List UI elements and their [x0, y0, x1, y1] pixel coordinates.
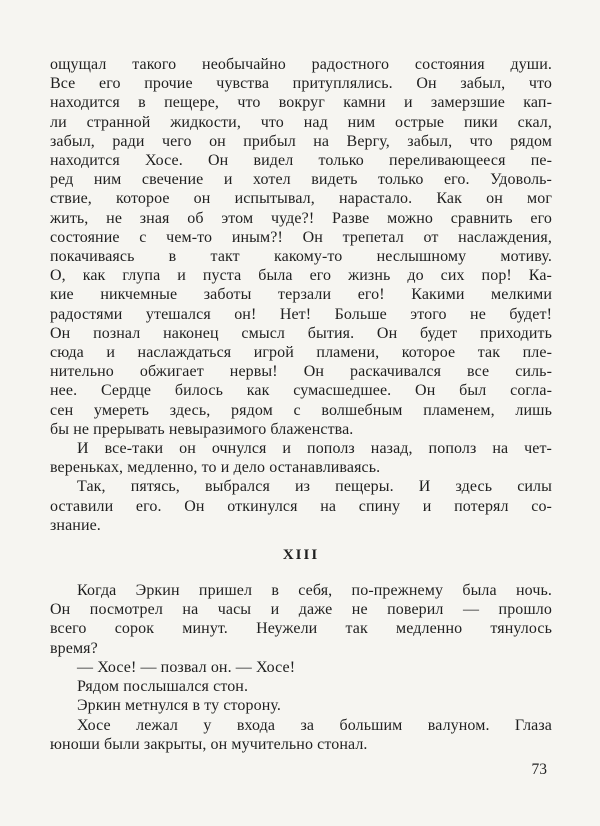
text-line: ствие, которое он испытывал, нарастало. Как он мог: [50, 190, 552, 208]
text-line: радостями утешался он! Нет! Больше этого не будет!: [50, 305, 552, 323]
text-line: И все-таки он очнулся и пополз назад, пополз на чет-: [77, 440, 552, 458]
text-line: Он посмотрел на часы и даже не поверил — прошло: [50, 601, 552, 619]
text-line: оставили его. Он откинулся на спину и потерял со-: [50, 497, 552, 515]
prose-section-chapter-13: [50, 581, 552, 754]
paragraph: [50, 439, 552, 477]
text-line: состояние с чем-то иным?! Он трепетал от наслаждения,: [50, 228, 552, 246]
text-line: кие никчемные заботы терзали его! Какими мелкими: [50, 286, 552, 304]
text-line: Когда Эркин пришел в себя, по-прежнему была ночь.: [77, 582, 552, 600]
text-line: Все его прочие чувства притуплялись. Он забыл, что: [50, 75, 552, 93]
text-line: Хосе лежал у входа за большим валуном. Глаза: [77, 716, 552, 734]
text-line: юноши были закрыты, он мучительно стонал.: [50, 735, 368, 753]
text-line: находится в пещере, что вокруг камни и замерзшие кап-: [50, 94, 552, 112]
text-line: сен умереть здесь, рядом с волшебным пламенем, лишь: [50, 401, 552, 419]
paragraph: [50, 55, 552, 439]
paragraph: [50, 716, 552, 754]
text-line: сюда и наслаждаться игрой пламени, которое так пле-: [50, 344, 552, 362]
text-line: жить, не зная об этом чуде?! Разве можно сравнить его: [50, 209, 552, 227]
text-line: — Хосе! — позвал он. — Хосе!: [77, 658, 296, 676]
text-line: Рядом послышался стон.: [77, 678, 249, 696]
paragraph: [50, 658, 552, 677]
text-line: ред ним свечение и хотел видеть только его. Удоволь-: [50, 171, 552, 189]
text-line: вереньках, медленно, то и дело останавливаясь.: [50, 459, 381, 477]
page-body: [50, 55, 552, 754]
text-line: находится Хосе. Он видел только переливающееся пе-: [50, 152, 552, 170]
page-number: 73: [531, 761, 547, 778]
text-line: знание.: [50, 516, 101, 534]
text-line: нее. Сердце билось как сумасшедшее. Он был согла-: [50, 382, 552, 400]
paragraph: [50, 677, 552, 696]
text-line: Так, пятясь, выбрался из пещеры. И здесь силы: [77, 478, 552, 496]
text-line: бы не прерывать невыразимого блаженства.: [50, 420, 354, 438]
text-line: Он познал наконец смысл бытия. Он будет приходить: [50, 324, 552, 342]
text-line: ли странной жидкости, что над ним острые пики скал,: [50, 113, 552, 131]
paragraph: [50, 477, 552, 535]
text-line: нительно обжигает нервы! Он раскачивался все силь-: [50, 363, 552, 381]
paragraph: [50, 581, 552, 658]
text-line: ощущал такого необычайно радостного состояния души.: [50, 56, 552, 73]
prose-section-continuation: [50, 55, 552, 535]
text-line: забыл, ради чего он прибыл на Вергу, забыл, что рядом: [50, 132, 552, 150]
text-line: всего сорок минут. Неужели так медленно тянулось: [50, 620, 552, 638]
text-line: время?: [50, 639, 98, 657]
text-line: Эркин метнулся в ту сторону.: [77, 697, 281, 715]
text-line: О, как глупа и пуста была его жизнь до сих пор! Ка-: [50, 267, 552, 285]
chapter-heading: XIII: [282, 547, 320, 564]
text-line: покачиваясь в такт какому-то неслышному мотиву.: [50, 248, 552, 266]
paragraph: [50, 696, 552, 715]
